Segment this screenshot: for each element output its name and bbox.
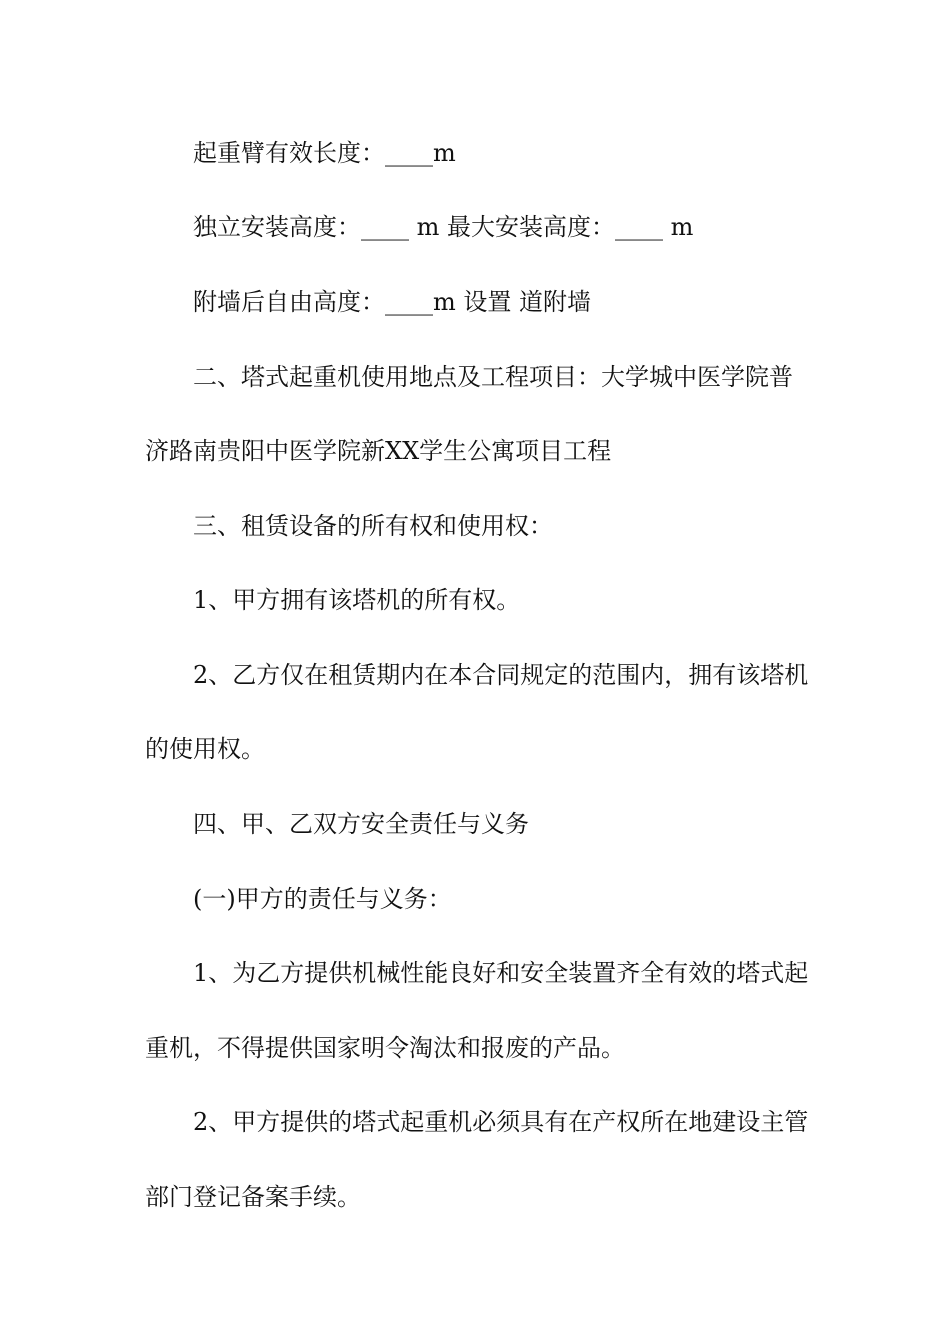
section-two-heading: 二、塔式起重机使用地点及工程项目：大学城中医学院普 bbox=[193, 363, 793, 391]
ownership-clause: 1、甲方拥有该塔机的所有权。 bbox=[193, 586, 521, 614]
section-two-continuation: 济路南贵阳中医学院新XX学生公寓项目工程 bbox=[145, 437, 612, 465]
section-four-heading: 四、甲、乙双方安全责任与义务 bbox=[193, 810, 529, 838]
party-a-duty-two-continuation: 部门登记备案手续。 bbox=[145, 1183, 361, 1211]
section-three-heading: 三、租赁设备的所有权和使用权： bbox=[193, 512, 553, 540]
party-a-duty-two: 2、甲方提供的塔式起重机必须具有在产权所在地建设主管 bbox=[193, 1108, 809, 1136]
usage-right-clause: 2、乙方仅在租赁期内在本合同规定的范围内，拥有该塔机 bbox=[193, 661, 809, 689]
free-height-line: 附墙后自由高度：____m 设置 道附墙 bbox=[193, 288, 592, 316]
boom-length-line: 起重臂有效长度：____m bbox=[193, 139, 456, 167]
party-a-duty-one-continuation: 重机，不得提供国家明令淘汰和报废的产品。 bbox=[145, 1034, 625, 1062]
install-height-line: 独立安装高度：____ m 最大安装高度：____ m bbox=[193, 213, 694, 241]
party-a-duty-one: 1、为乙方提供机械性能良好和安全装置齐全有效的塔式起 bbox=[193, 959, 809, 987]
usage-right-continuation: 的使用权。 bbox=[145, 735, 265, 763]
party-a-subheading: (一)甲方的责任与义务： bbox=[193, 885, 452, 913]
